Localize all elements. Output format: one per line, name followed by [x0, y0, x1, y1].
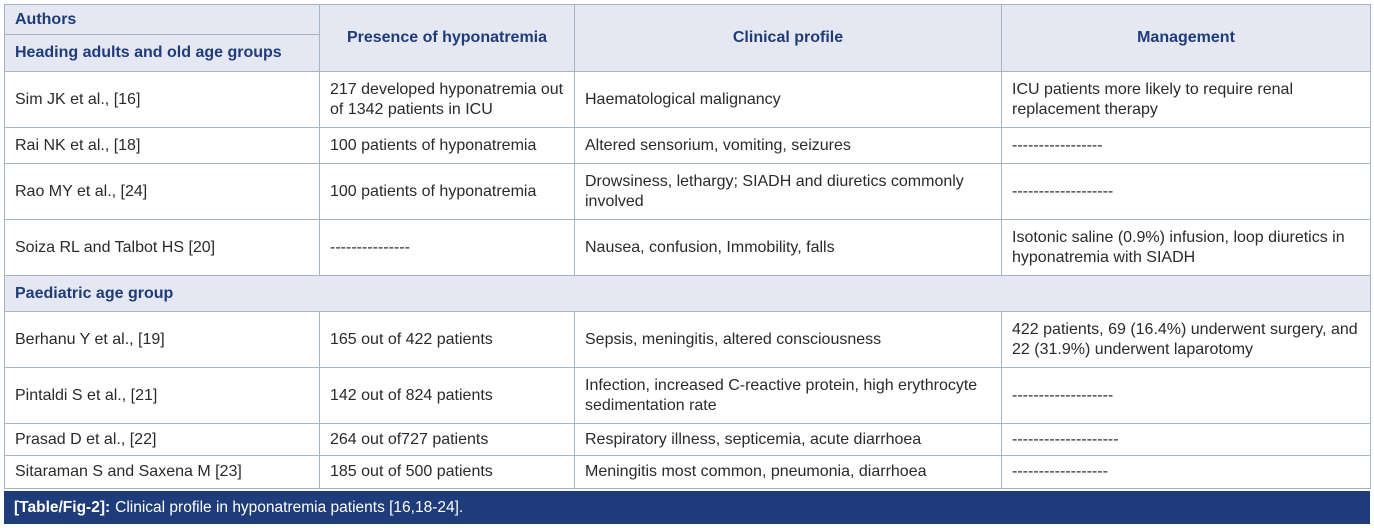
cell-presence: 185 out of 500 patients — [320, 456, 575, 489]
cell-author: Prasad D et al., [22] — [5, 424, 320, 456]
cell-clinical: Altered sensorium, vomiting, seizures — [575, 128, 1002, 164]
header-management: Management — [1002, 5, 1371, 72]
table-row — [5, 312, 1371, 368]
cell-presence: 217 developed hyponatremia out of 1342 patients in ICU — [320, 72, 575, 128]
caption-text: Clinical profile in hyponatremia patients [16,18-24]. — [115, 498, 464, 516]
cell-management: ------------------- — [1002, 368, 1371, 424]
cell-management: 422 patients, 69 (16.4%) underwent surgery, and 22 (31.9%) underwent laparotomy — [1002, 312, 1371, 368]
cell-management: Isotonic saline (0.9%) infusion, loop diuretics in hyponatremia with SIADH — [1002, 220, 1371, 276]
cell-author: Rai NK et al., [18] — [5, 128, 320, 164]
cell-author: Sitaraman S and Saxena M [23] — [5, 456, 320, 489]
cell-management: ------------------- — [1002, 164, 1371, 220]
cell-presence: 264 out of727 patients — [320, 424, 575, 456]
cell-author: Sim JK et al., [16] — [5, 72, 320, 128]
section-row-paediatric — [5, 276, 1371, 312]
cell-author: Pintaldi S et al., [21] — [5, 368, 320, 424]
section-paediatric-label: Paediatric age group — [5, 276, 1371, 312]
cell-presence: 100 patients of hyponatremia — [320, 128, 575, 164]
cell-management: -------------------- — [1002, 424, 1371, 456]
table-caption — [4, 491, 1370, 524]
cell-clinical: Haematological malignancy — [575, 72, 1002, 128]
cell-presence: --------------- — [320, 220, 575, 276]
header-row-top — [5, 5, 1371, 35]
table-row — [5, 220, 1371, 276]
table-row — [5, 368, 1371, 424]
cell-clinical: Sepsis, meningitis, altered consciousness — [575, 312, 1002, 368]
cell-presence: 100 patients of hyponatremia — [320, 164, 575, 220]
table-row — [5, 424, 1371, 456]
cell-management: ICU patients more likely to require renal replacement therapy — [1002, 72, 1371, 128]
table-row — [5, 164, 1371, 220]
cell-clinical: Drowsiness, lethargy; SIADH and diuretics commonly involved — [575, 164, 1002, 220]
cell-clinical: Respiratory illness, septicemia, acute diarrhoea — [575, 424, 1002, 456]
caption-label: [Table/Fig-2]: — [14, 498, 111, 516]
header-authors: Authors — [5, 5, 320, 35]
cell-author: Berhanu Y et al., [19] — [5, 312, 320, 368]
header-clinical: Clinical profile — [575, 5, 1002, 72]
table-row — [5, 456, 1371, 489]
header-presence: Presence of hyponatremia — [320, 5, 575, 72]
cell-clinical: Infection, increased C-reactive protein, high erythrocyte sedimentation rate — [575, 368, 1002, 424]
cell-management: ----------------- — [1002, 128, 1371, 164]
table-row — [5, 128, 1371, 164]
cell-clinical: Nausea, confusion, Immobility, falls — [575, 220, 1002, 276]
header-group-adults: Heading adults and old age groups — [5, 35, 320, 72]
cell-clinical: Meningitis most common, pneumonia, diarrhoea — [575, 456, 1002, 489]
clinical-profile-table — [4, 4, 1371, 489]
table-row — [5, 72, 1371, 128]
cell-author: Soiza RL and Talbot HS [20] — [5, 220, 320, 276]
cell-author: Rao MY et al., [24] — [5, 164, 320, 220]
cell-management: ------------------ — [1002, 456, 1371, 489]
cell-presence: 142 out of 824 patients — [320, 368, 575, 424]
cell-presence: 165 out of 422 patients — [320, 312, 575, 368]
